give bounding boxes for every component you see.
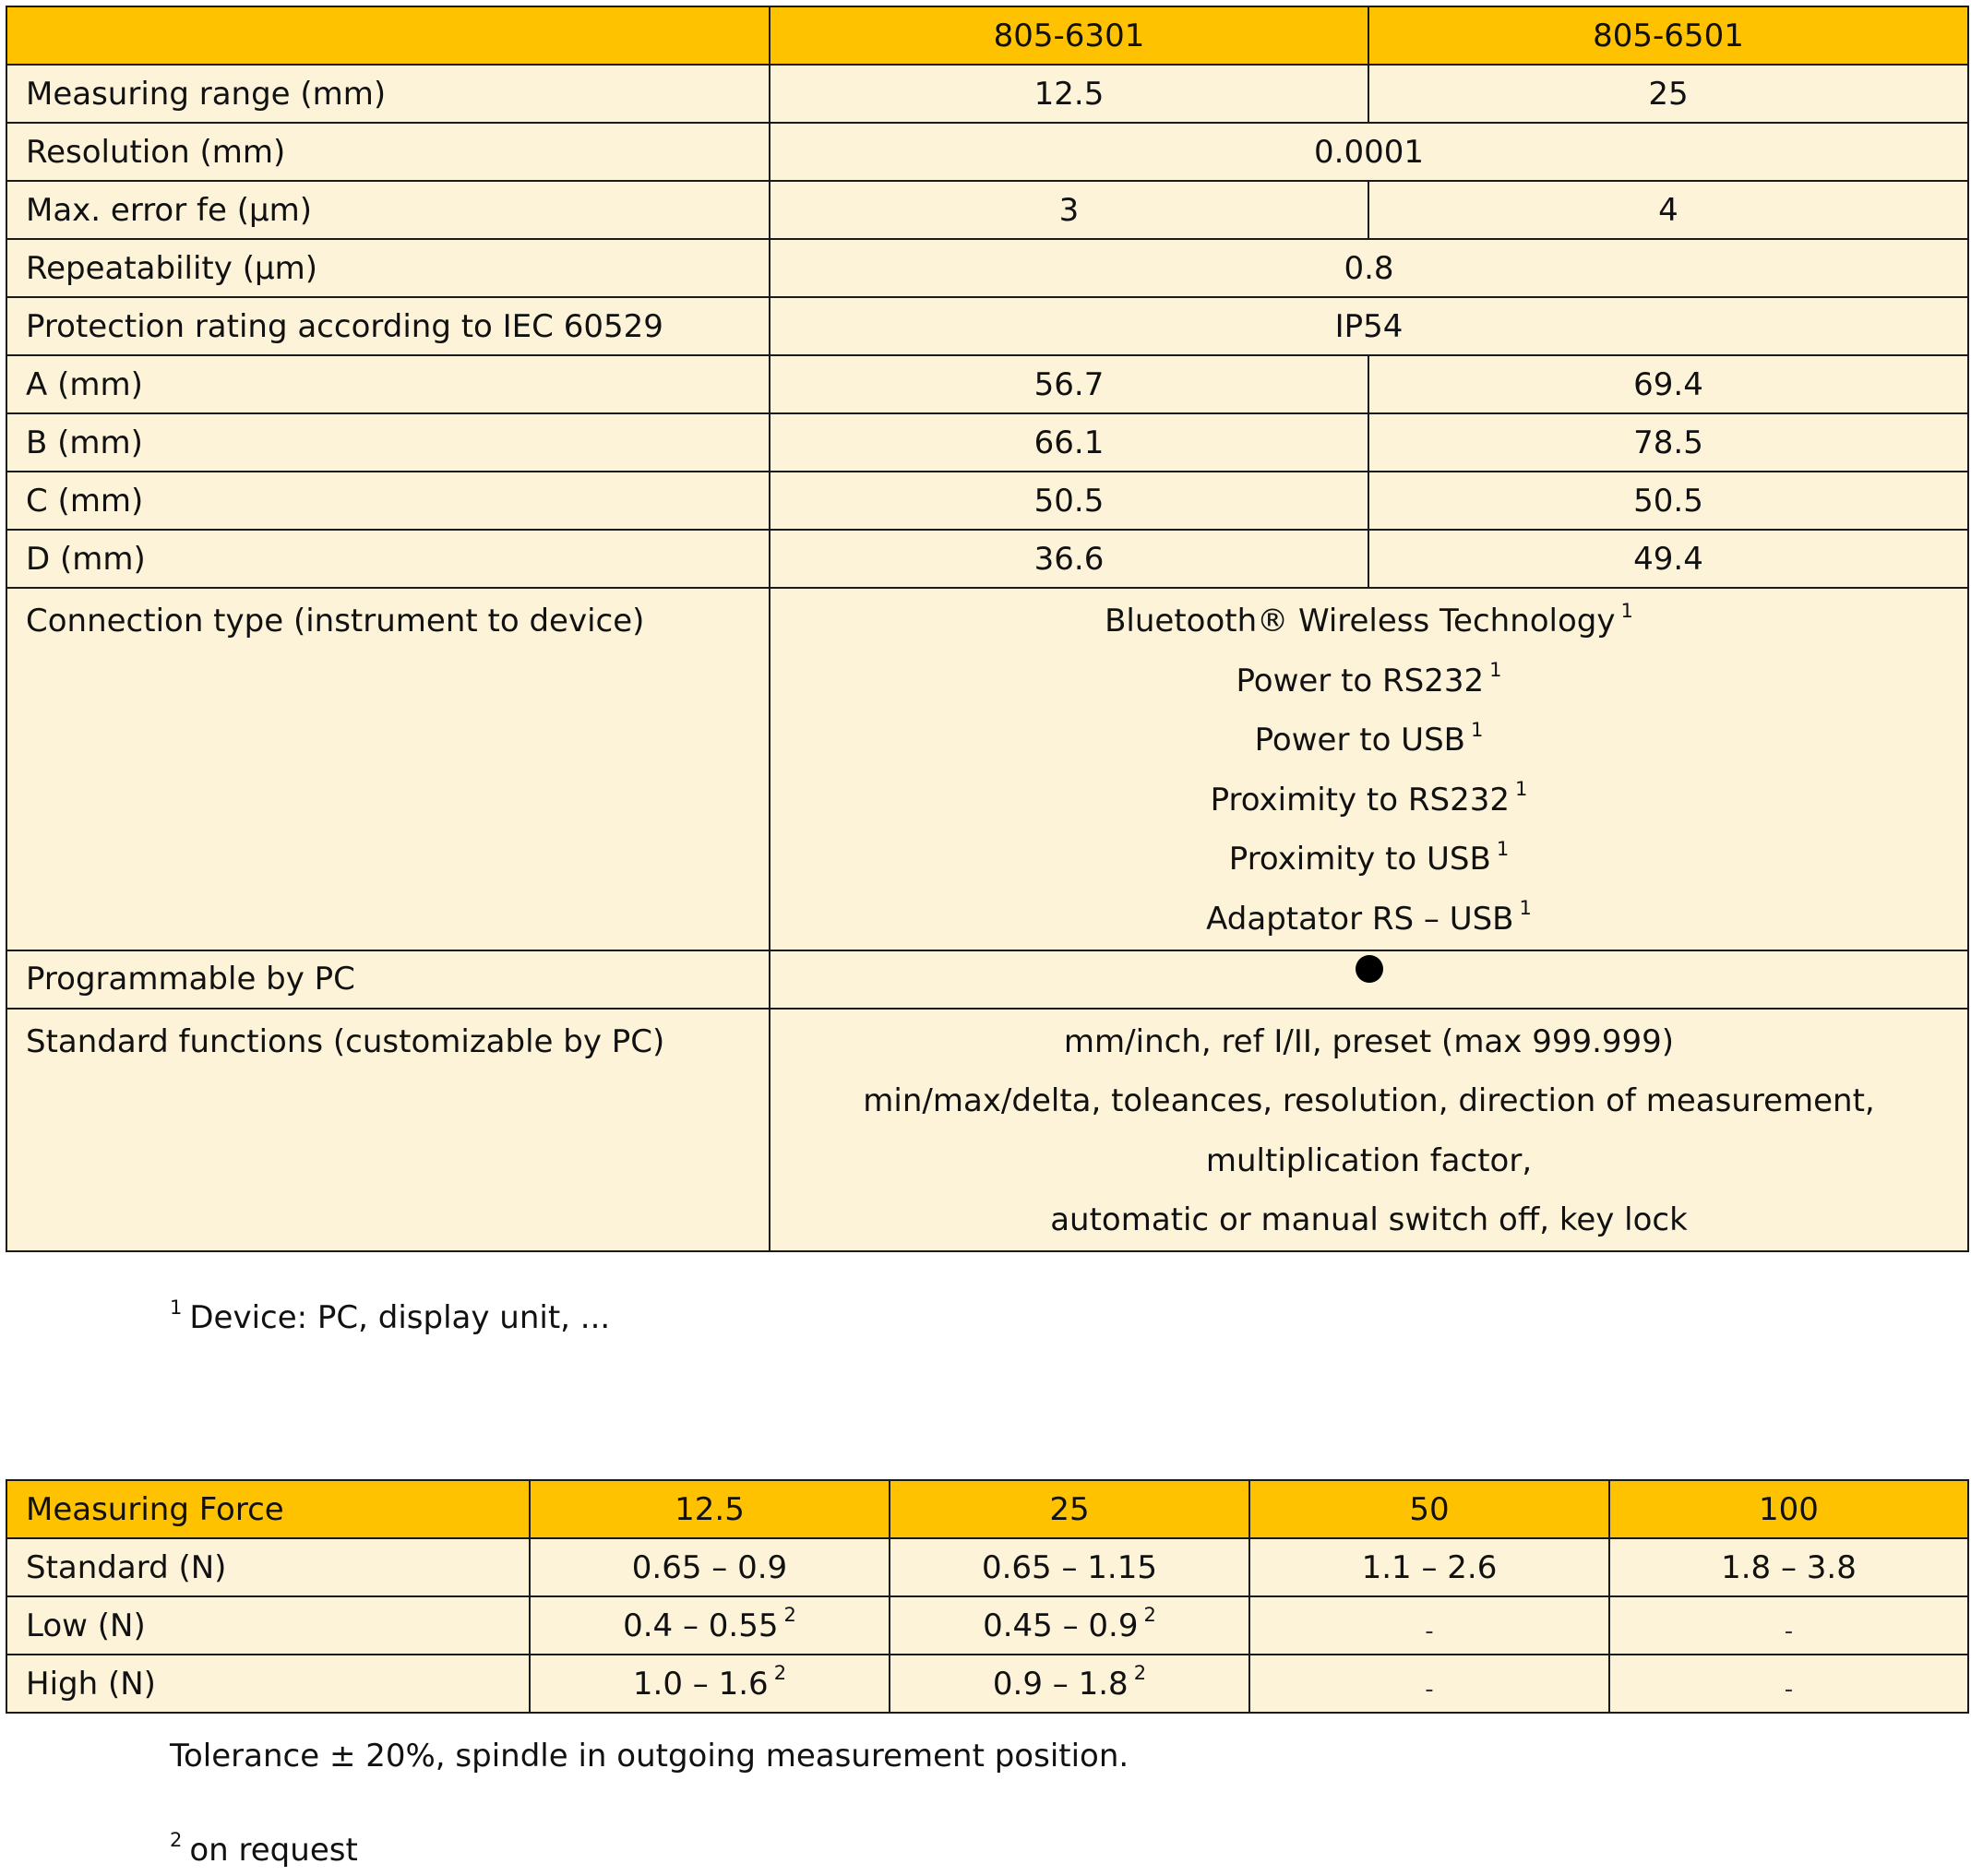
row-value: 66.1 xyxy=(770,413,1368,472)
force-value xyxy=(1609,1655,1968,1713)
row-label-text: Connection type (instrument to device) xyxy=(26,603,645,639)
not-available-dash: - xyxy=(1784,1675,1794,1703)
row-value: IP54 xyxy=(770,297,1968,355)
force-value: 1.1 – 2.6 xyxy=(1249,1538,1609,1596)
tolerance-note: Tolerance ± 20%, spindle in outgoing measurement position. xyxy=(170,1738,1129,1774)
spec-header-model-2: 805-6501 xyxy=(1368,6,1968,65)
row-label: Low (N) xyxy=(6,1596,530,1655)
connection-item xyxy=(789,836,1949,896)
footnote-marker: 1 xyxy=(1519,897,1532,920)
force-value xyxy=(1609,1596,1968,1655)
connection-item xyxy=(789,598,1949,658)
force-value xyxy=(890,1596,1249,1655)
footnote-marker: 2 xyxy=(170,1828,183,1851)
connection-item-text: Proximity to USB xyxy=(1228,841,1491,878)
row-value: 0.0001 xyxy=(770,123,1968,181)
spec-header-corner xyxy=(6,6,770,65)
force-header-range: 12.5 xyxy=(530,1480,890,1538)
connection-item xyxy=(789,777,1949,837)
force-row-high xyxy=(6,1655,1968,1713)
row-value: 56.7 xyxy=(770,355,1368,413)
force-value: 1.8 – 3.8 xyxy=(1609,1538,1968,1596)
row-label: High (N) xyxy=(6,1655,530,1713)
row-label: Standard (N) xyxy=(6,1538,530,1596)
force-header-row xyxy=(6,1480,1968,1538)
connection-item-text: Bluetooth® Wireless Technology xyxy=(1105,603,1616,639)
spec-row-dimension-b xyxy=(6,413,1968,472)
row-label: A (mm) xyxy=(6,355,770,413)
row-label: Measuring range (mm) xyxy=(6,65,770,123)
footnote-marker: 1 xyxy=(1514,778,1528,801)
force-header-range: 100 xyxy=(1609,1480,1968,1538)
force-value xyxy=(1249,1596,1609,1655)
footnote-marker: 1 xyxy=(1496,837,1510,860)
force-row-standard xyxy=(6,1538,1968,1596)
functions-list xyxy=(770,1009,1968,1252)
footnote-marker: 1 xyxy=(1470,718,1484,741)
row-label xyxy=(6,588,770,950)
footnote-marker: 1 xyxy=(1620,599,1633,622)
force-footnote xyxy=(170,1828,358,1869)
row-label: Programmable by PC xyxy=(6,950,770,1009)
force-row-low xyxy=(6,1596,1968,1655)
row-value: 3 xyxy=(770,181,1368,239)
function-line: automatic or manual switch off, key lock xyxy=(1050,1201,1688,1238)
row-label: C (mm) xyxy=(6,472,770,530)
force-value xyxy=(530,1596,890,1655)
spec-footnote xyxy=(170,1296,611,1336)
row-label: D (mm) xyxy=(6,530,770,588)
row-value: 12.5 xyxy=(770,65,1368,123)
spec-table-container xyxy=(6,6,1967,1252)
footnote-text: on request xyxy=(189,1832,358,1869)
row-value: 50.5 xyxy=(1368,472,1968,530)
row-value: 4 xyxy=(1368,181,1968,239)
footnote-marker: 2 xyxy=(783,1604,796,1627)
force-header-range: 50 xyxy=(1249,1480,1609,1538)
spec-row-resolution xyxy=(6,123,1968,181)
row-value: 69.4 xyxy=(1368,355,1968,413)
row-label: Max. error fe (µm) xyxy=(6,181,770,239)
row-value: 0.8 xyxy=(770,239,1968,297)
force-value xyxy=(1249,1655,1609,1713)
spec-row-connection-type xyxy=(6,588,1968,950)
footnote-marker: 1 xyxy=(1489,659,1502,682)
spec-row-dimension-a xyxy=(6,355,1968,413)
not-available-dash: - xyxy=(1425,1617,1434,1645)
row-value: 36.6 xyxy=(770,530,1368,588)
row-value xyxy=(770,950,1968,1009)
connection-item xyxy=(789,717,1949,777)
row-label: Repeatability (µm) xyxy=(6,239,770,297)
spec-row-max-error xyxy=(6,181,1968,239)
spec-row-dimension-c xyxy=(6,472,1968,530)
spec-row-repeatability xyxy=(6,239,1968,297)
row-value: 78.5 xyxy=(1368,413,1968,472)
footnote-text: Device: PC, display unit, ... xyxy=(189,1299,611,1336)
spec-row-dimension-d xyxy=(6,530,1968,588)
footnote-marker: 1 xyxy=(170,1296,183,1319)
filled-dot-icon xyxy=(1356,955,1383,983)
force-value: 0.65 – 1.15 xyxy=(890,1538,1249,1596)
force-table-container xyxy=(6,1479,1967,1714)
spec-row-standard-functions xyxy=(6,1009,1968,1252)
row-label: Protection rating according to IEC 60529 xyxy=(6,297,770,355)
function-line: multiplication factor, xyxy=(1205,1141,1533,1179)
row-value: 50.5 xyxy=(770,472,1368,530)
footnote-marker: 2 xyxy=(1143,1604,1156,1627)
row-label-text: Standard functions (customizable by PC) xyxy=(26,1022,665,1060)
force-table xyxy=(6,1479,1969,1714)
not-available-dash: - xyxy=(1784,1617,1794,1645)
force-value-text: 0.45 – 0.9 xyxy=(983,1607,1139,1644)
connection-item-text: Power to USB xyxy=(1254,722,1465,759)
connection-item xyxy=(789,896,1949,942)
row-value: 25 xyxy=(1368,65,1968,123)
connection-item-text: Proximity to RS232 xyxy=(1210,781,1510,819)
row-label xyxy=(6,1009,770,1252)
row-value: 49.4 xyxy=(1368,530,1968,588)
spec-row-protection xyxy=(6,297,1968,355)
footnote-marker: 2 xyxy=(773,1662,787,1685)
force-value xyxy=(890,1655,1249,1713)
row-label: Resolution (mm) xyxy=(6,123,770,181)
connection-item xyxy=(789,658,1949,718)
force-value xyxy=(530,1655,890,1713)
not-available-dash: - xyxy=(1425,1675,1434,1703)
force-header-label: Measuring Force xyxy=(6,1480,530,1538)
row-label: B (mm) xyxy=(6,413,770,472)
function-line: min/max/delta, toleances, resolution, direction of measurement, xyxy=(863,1082,1875,1119)
connection-item-text: Adaptator RS – USB xyxy=(1206,900,1514,938)
force-value-text: 0.4 – 0.55 xyxy=(623,1607,779,1644)
spec-header-row xyxy=(6,6,1968,65)
spec-row-measuring-range xyxy=(6,65,1968,123)
spec-row-programmable xyxy=(6,950,1968,1009)
force-value-text: 1.0 – 1.6 xyxy=(632,1665,769,1703)
spec-header-model-1: 805-6301 xyxy=(770,6,1368,65)
force-value: 0.65 – 0.9 xyxy=(530,1538,890,1596)
connection-item-text: Power to RS232 xyxy=(1236,662,1485,699)
force-value-text: 0.9 – 1.8 xyxy=(992,1665,1129,1703)
footnote-marker: 2 xyxy=(1133,1662,1147,1685)
force-header-range: 25 xyxy=(890,1480,1249,1538)
spec-table xyxy=(6,6,1969,1252)
connection-list xyxy=(770,588,1968,950)
function-line: mm/inch, ref I/II, preset (max 999.999) xyxy=(1063,1022,1675,1060)
